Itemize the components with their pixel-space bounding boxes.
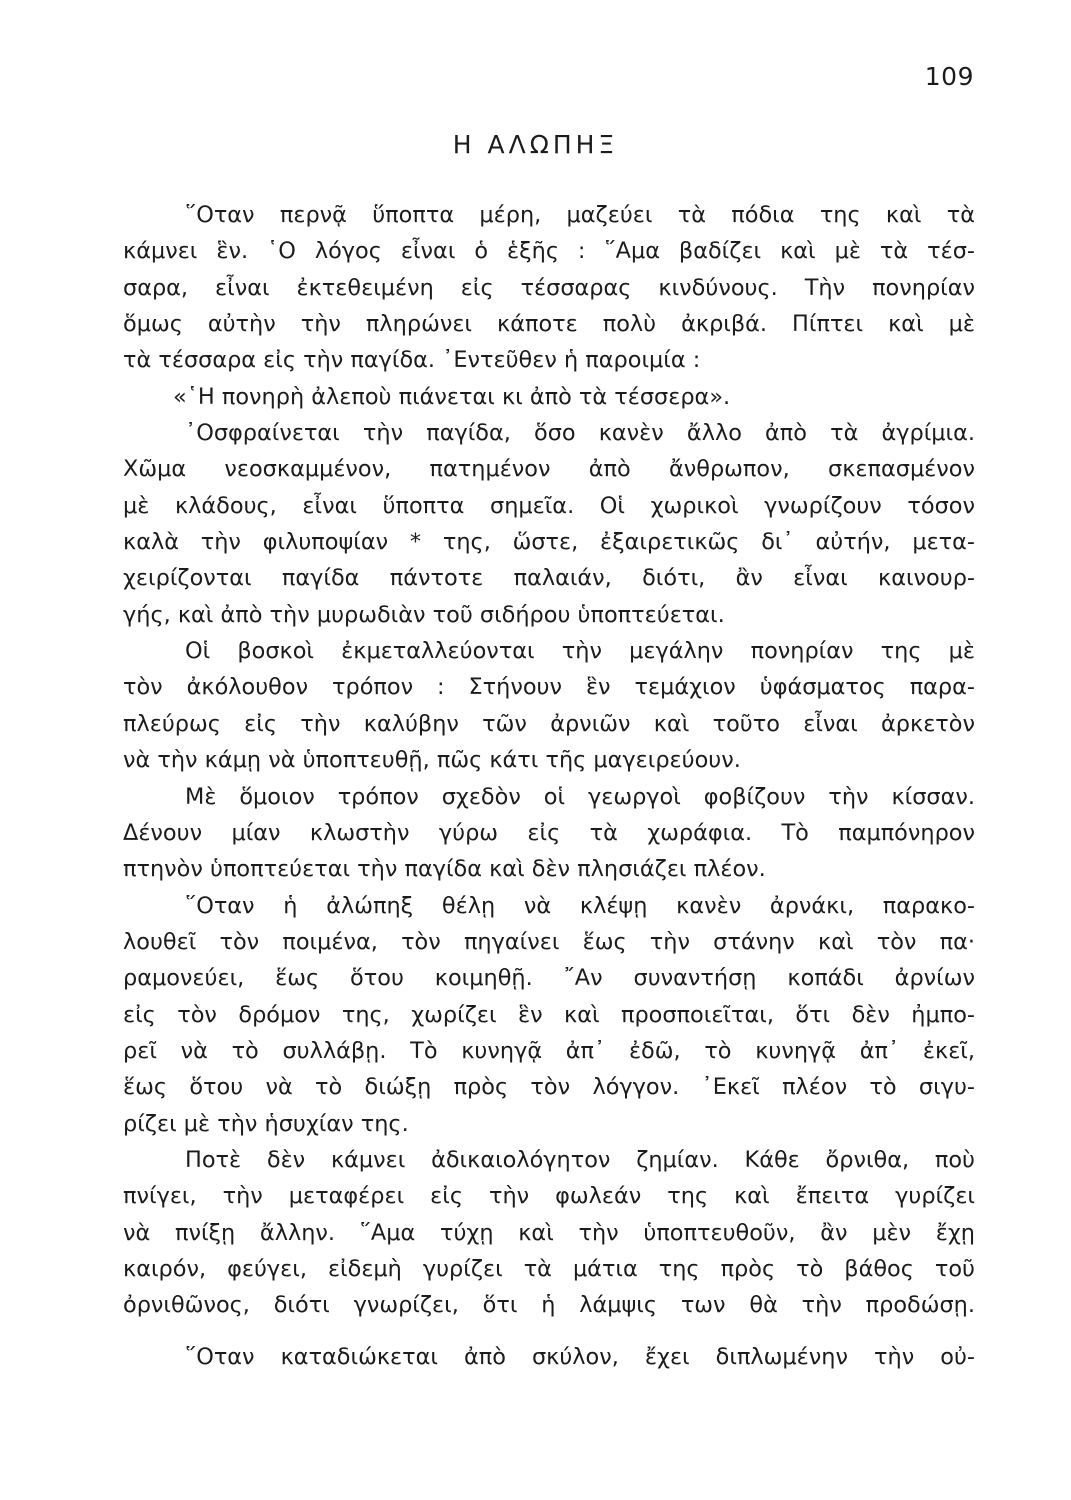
text-line: καλὰ τὴν φιλυποψίαν * της, ὥστε, ἐξαιρετικῶς δι᾿ αὐτήν, μετα- [123, 529, 975, 556]
text-line: Δένουν μίαν κλωστὴν γύρω εἰς τὰ χωράφια. Τὸ παμπόνηρον [123, 819, 975, 846]
text-line: ὀρνιθῶνος, διότι γνωρίζει, ὅτι ἡ λάμψις των θὰ τὴν προδώσῃ. [123, 1292, 975, 1319]
text-line: πλεύρως εἰς τὴν καλύβην τῶν ἀρνιῶν καὶ τοῦτο εἶναι ἀρκετὸν [123, 710, 975, 737]
chapter-title: Η ΑΛΩΠΗΞ [452, 130, 619, 159]
text-line: ᾿Οσφραίνεται τὴν παγίδα, ὅσο κανὲν ἄλλο ἀπὸ τὰ ἀγρίμια. [185, 420, 975, 447]
body-text [123, 197, 975, 1375]
text-line: κάμνει ἓν. ῾Ο λόγος εἶναι ὁ ἑξῆς : ῞Αμα βαδίζει καὶ μὲ τὰ τέσ- [123, 238, 975, 265]
text-line: ῞Οταν καταδιώκεται ἀπὸ σκύλον, ἔχει διπλωμένην τὴν οὐ- [185, 1343, 975, 1370]
text-line: νὰ τὴν κάμῃ νὰ ὑποπτευθῇ, πῶς κάτι τῆς μαγειρεύουν. [123, 747, 741, 774]
text-line: τὰ τέσσαρα εἰς τὴν παγίδα. ᾿Εντεῦθεν ἡ παροιμία : [123, 347, 701, 374]
text-line: καιρόν, φεύγει, εἰδεμὴ γυρίζει τὰ μάτια της πρὸς τὸ βάθος τοῦ [123, 1255, 975, 1282]
text-line: μὲ κλάδους, εἶναι ὕποπτα σημεῖα. Οἱ χωρικοὶ γνωρίζουν τόσον [123, 492, 975, 519]
text-line: Μὲ ὅμοιον τρόπον σχεδὸν οἱ γεωργοὶ φοβίζουν τὴν κίσσαν. [185, 783, 975, 810]
text-line: ἕως ὅτου νὰ τὸ διώξῃ πρὸς τὸν λόγγον. ᾿Εκεῖ πλέον τὸ σιγυ- [123, 1074, 975, 1101]
text-line: ρίζει μὲ τὴν ἡσυχίαν της. [123, 1110, 409, 1137]
text-line: Ποτὲ δὲν κάμνει ἀδικαιολόγητον ζημίαν. Κάθε ὄρνιθα, ποὺ [185, 1146, 975, 1173]
text-line: πνίγει, τὴν μεταφέρει εἰς τὴν φωλεάν της καὶ ἔπειτα γυρίζει [123, 1183, 975, 1210]
text-line: ρεῖ νὰ τὸ συλλάβῃ. Τὸ κυνηγᾷ ἀπ᾿ ἐδῶ, τὸ κυνηγᾷ ἀπ᾿ ἐκεῖ, [123, 1037, 975, 1064]
proverb-line: «῾Η πονηρὴ ἀλεποὺ πιάνεται κι ἀπὸ τὰ τέσσερα». [173, 383, 731, 410]
text-line: ῞Οταν περνᾷ ὕποπτα μέρη, μαζεύει τὰ πόδια της καὶ τὰ [185, 202, 975, 228]
text-line: ῞Οταν ἡ ἀλώπηξ θέλῃ νὰ κλέψῃ κανὲν ἀρνάκι, παρακο- [185, 892, 975, 919]
text-line: εἰς τὸν δρόμον της, χωρίζει ἓν καὶ προσποιεῖται, ὅτι δὲν ἠμπο- [123, 1001, 975, 1028]
text-line: νὰ πνίξῃ ἄλλην. ῞Αμα τύχῃ καὶ τὴν ὑποπτευθοῦν, ἂν μὲν ἔχῃ [123, 1219, 975, 1246]
text-line: Χῶμα νεοσκαμμένον, πατημένον ἀπὸ ἄνθρωπον, σκεπασμένον [123, 456, 975, 483]
text-line: λουθεῖ τὸν ποιμένα, τὸν πηγαίνει ἕως τὴν στάνην καὶ τὸν πα· [123, 928, 975, 955]
text-line: ραμονεύει, ἕως ὅτου κοιμηθῇ. ῎Αν συναντήσῃ κοπάδι ἀρνίων [123, 965, 975, 992]
text-line: ὅμως αὐτὴν τὴν πληρώνει κάποτε πολὺ ἀκριβά. Πίπτει καὶ μὲ [123, 311, 975, 338]
text-line: σαρα, εἶναι ἐκτεθειμένη εἰς τέσσαρας κινδύνους. Τὴν πονηρίαν [123, 274, 975, 301]
text-line: Οἱ βοσκοὶ ἐκμεταλλεύονται τὴν μεγάλην πονηρίαν της μὲ [185, 638, 975, 665]
text-line: πτηνὸν ὑποπτεύεται τὴν παγίδα καὶ δὲν πλησιάζει πλέον. [123, 856, 766, 883]
text-line: γής, καὶ ἀπὸ τὴν μυρωδιὰν τοῦ σιδήρου ὑποπτεύεται. [123, 601, 725, 628]
text-line: χειρίζονται παγίδα πάντοτε παλαιάν, διότι, ἂν εἶναι καινουρ- [123, 565, 975, 592]
text-line: τὸν ἀκόλουθον τρόπον : Στήνουν ἓν τεμάχιον ὑφάσματος παρα- [123, 674, 975, 701]
page-number: 109 [924, 62, 974, 91]
